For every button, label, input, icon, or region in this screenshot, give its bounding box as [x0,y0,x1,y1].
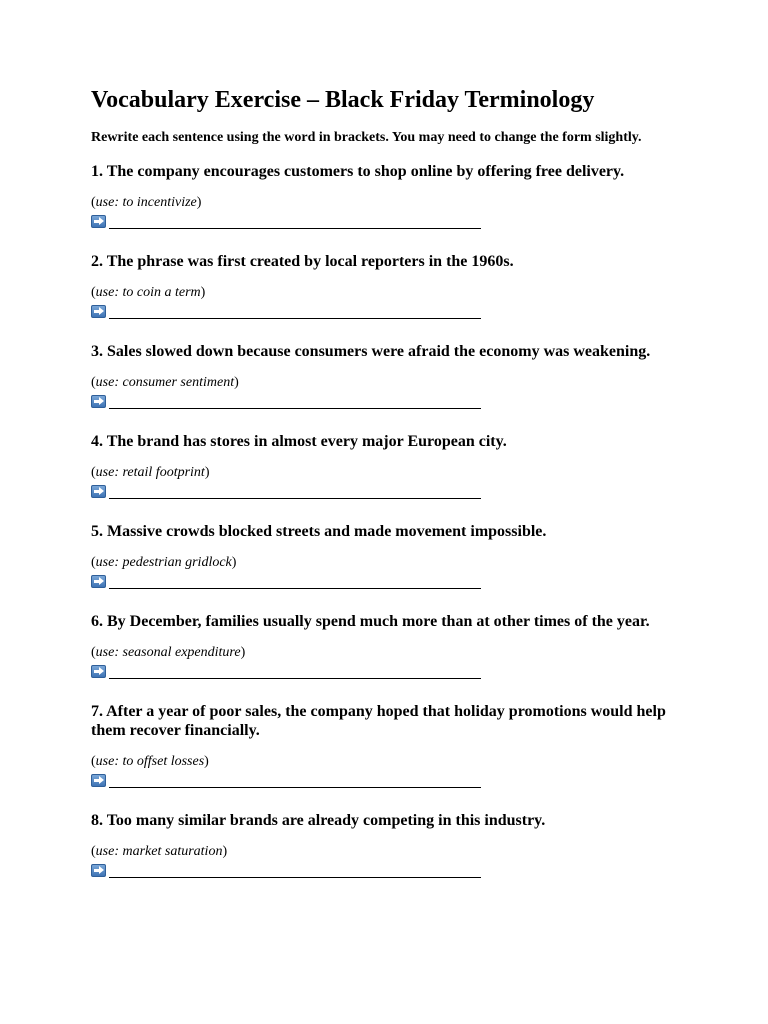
answer-line [91,861,691,878]
question-6 [91,612,691,679]
hint: (use: to incentivize) [91,195,202,210]
hint: (use: seasonal expenditure) [91,645,246,660]
hint: (use: market saturation) [91,844,228,859]
hint-word: pedestrian gridlock [122,555,232,570]
hint: (use: pedestrian gridlock) [91,555,237,570]
question-text: 3. Sales slowed down because consumers were afraid the economy was weakening. [91,343,651,360]
answer-blank[interactable] [109,214,481,229]
hint-word: consumer sentiment [122,375,235,390]
arrow-right-icon [91,485,106,498]
arrow-right-icon [91,575,106,588]
question-text: 8. Too many similar brands are already competing in this industry. [91,812,546,829]
hint-word: retail footprint [122,465,205,480]
hint: (use: retail footprint) [91,465,210,480]
answer-line [91,392,691,409]
hint-prefix: use: [95,844,123,859]
hint-word: seasonal expenditure [122,645,241,660]
question-1 [91,162,691,229]
answer-line [91,771,691,788]
hint-prefix: use: [95,754,123,769]
hint-word: to coin a term [122,285,201,300]
hint-word: to offset losses [122,754,205,769]
hint-word: market saturation [122,844,223,859]
hint: (use: to coin a term) [91,285,206,300]
question-text: 4. The brand has stores in almost every major European city. [91,433,507,450]
arrow-right-icon [91,215,106,228]
answer-blank[interactable] [109,574,481,589]
answer-line [91,662,691,679]
question-text: 6. By December, families usually spend much more than at other times of the year. [91,613,650,630]
hint-word: to incentivize [122,195,197,210]
question-7 [91,702,691,788]
hint-prefix: use: [95,465,123,480]
question-text: 7. After a year of poor sales, the company hoped that holiday promotions would help them recover financially. [91,703,666,739]
arrow-right-icon [91,864,106,877]
instructions: Rewrite each sentence using the word in brackets. You may need to change the form slightly. [91,130,642,145]
answer-blank[interactable] [109,304,481,319]
question-8 [91,811,691,878]
question-3 [91,342,691,409]
question-text: 1. The company encourages customers to shop online by offering free delivery. [91,163,625,180]
answer-blank[interactable] [109,773,481,788]
hint-prefix: use: [95,285,123,300]
answer-line [91,482,691,499]
answer-blank[interactable] [109,484,481,499]
answer-line [91,302,691,319]
question-4 [91,432,691,499]
answer-blank[interactable] [109,863,481,878]
hint-prefix: use: [95,195,123,210]
hint-prefix: use: [95,645,123,660]
answer-line [91,572,691,589]
answer-blank[interactable] [109,394,481,409]
page-title: Vocabulary Exercise – Black Friday Terminology [91,87,595,113]
hint: (use: consumer sentiment) [91,375,239,390]
worksheet [91,84,691,878]
hint: (use: to offset losses) [91,754,209,769]
hint-prefix: use: [95,375,123,390]
answer-blank[interactable] [109,664,481,679]
arrow-right-icon [91,774,106,787]
answer-line [91,212,691,229]
arrow-right-icon [91,665,106,678]
hint-prefix: use: [95,555,123,570]
question-text: 5. Massive crowds blocked streets and made movement impossible. [91,523,547,540]
arrow-right-icon [91,305,106,318]
question-5 [91,522,691,589]
question-2 [91,252,691,319]
arrow-right-icon [91,395,106,408]
question-text: 2. The phrase was first created by local reporters in the 1960s. [91,253,514,270]
